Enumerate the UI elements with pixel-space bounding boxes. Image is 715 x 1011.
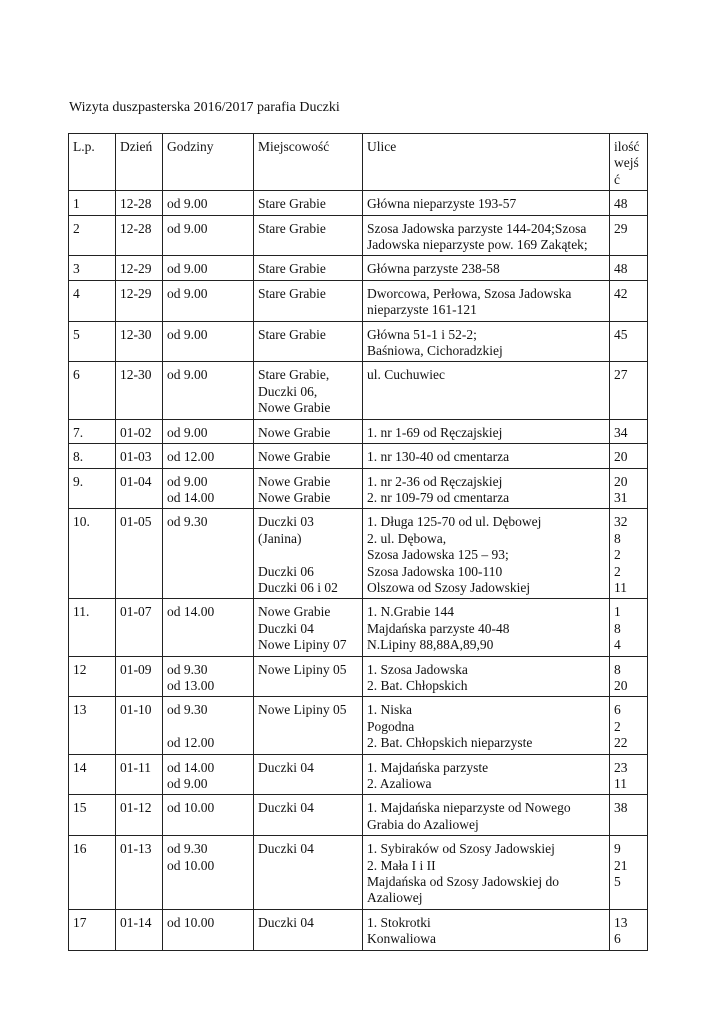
cell-godziny-line: od 9.30: [167, 841, 208, 857]
cell-godziny: [163, 215, 254, 256]
cell-ulice-line: 2. Mała I i II: [367, 857, 436, 873]
cell-ulice-line: Grabia do Azaliowej: [367, 816, 479, 832]
cell-ilosc-line: 38: [614, 800, 628, 816]
table-row: [69, 909, 648, 950]
cell-godziny-line: od 10.00: [167, 800, 215, 816]
cell-ulice-line: Olszowa od Szosy Jadowskiej: [367, 579, 531, 595]
cell-ilosc-line: 20: [614, 677, 628, 693]
cell-godziny: [163, 599, 254, 656]
cell-ulice-line: 1. Długa 125-70 od ul. Dębowej: [367, 514, 542, 530]
cell-godziny-line: od 9.00: [167, 285, 208, 301]
cell-ulice: [363, 656, 610, 697]
cell-ilosc: [610, 215, 648, 256]
cell-dzien: 01-04: [116, 468, 163, 509]
table-row: [69, 754, 648, 795]
cell-ulice-line: Majdańska parzyste 40-48: [367, 620, 510, 636]
header-ilosc-line: ć: [614, 171, 620, 187]
cell-miejscowosc-line: Duczki 04: [258, 620, 314, 636]
cell-ilosc: [610, 509, 648, 599]
table-row: [69, 444, 648, 468]
cell-miejscowosc-line: Nowe Grabie: [258, 473, 331, 489]
header-miejscowosc: Miejscowość: [254, 134, 363, 191]
cell-godziny: [163, 256, 254, 280]
cell-ilosc-line: 2: [614, 563, 621, 579]
table-row: [69, 280, 648, 321]
cell-ilosc: [610, 754, 648, 795]
cell-ulice: [363, 836, 610, 910]
cell-ilosc: [610, 656, 648, 697]
cell-miejscowosc: [254, 362, 363, 419]
table-row: [69, 697, 648, 754]
cell-miejscowosc-line: Stare Grabie,: [258, 367, 330, 383]
cell-miejscowosc-line: Nowe Grabie: [258, 449, 331, 465]
cell-ulice-line: Azaliowej: [367, 890, 423, 906]
cell-ilosc: [610, 444, 648, 468]
cell-miejscowosc: [254, 697, 363, 754]
table-row: [69, 362, 648, 419]
cell-ilosc: [610, 362, 648, 419]
cell-ulice-line: Szosa Jadowska 100-110: [367, 563, 503, 579]
cell-dzien: 01-11: [116, 754, 163, 795]
cell-ilosc: [610, 599, 648, 656]
cell-godziny-line: od 9.00: [167, 424, 208, 440]
cell-ilosc-line: 31: [614, 489, 628, 505]
table-row: [69, 419, 648, 443]
cell-ulice-line: 1. N.Grabie 144: [367, 604, 454, 620]
cell-ulice: [363, 362, 610, 419]
table-row: [69, 321, 648, 362]
cell-godziny-line: od 14.00: [167, 604, 215, 620]
header-ulice: Ulice: [363, 134, 610, 191]
cell-lp: 17: [69, 909, 116, 950]
cell-ulice-line: Majdańska od Szosy Jadowskiej do: [367, 874, 559, 890]
cell-ilosc: [610, 836, 648, 910]
cell-ilosc-line: 6: [614, 931, 621, 947]
header-row: [69, 134, 648, 191]
cell-ulice-line: Główna nieparzyste 193-57: [367, 196, 517, 212]
cell-ulice: [363, 909, 610, 950]
cell-lp: 12: [69, 656, 116, 697]
cell-miejscowosc-line: Stare Grabie: [258, 285, 326, 301]
cell-ilosc-line: 11: [614, 776, 627, 791]
cell-ulice-line: Główna parzyste 238-58: [367, 261, 500, 277]
cell-miejscowosc-line: Duczki 04: [258, 914, 314, 930]
cell-miejscowosc: [254, 909, 363, 950]
cell-godziny: [163, 656, 254, 697]
cell-godziny-line: od 12.00: [167, 735, 215, 751]
cell-ilosc-line: 2: [614, 547, 621, 563]
cell-ulice: [363, 795, 610, 836]
cell-ulice-line: 1. Majdańska nieparzyste od Nowego: [367, 800, 571, 816]
cell-miejscowosc: [254, 215, 363, 256]
cell-dzien: 12-30: [116, 362, 163, 419]
cell-miejscowosc: [254, 256, 363, 280]
cell-miejscowosc-line: Nowe Lipiny 05: [258, 702, 347, 718]
visit-schedule-table: [68, 133, 648, 951]
cell-miejscowosc: [254, 795, 363, 836]
cell-dzien: 01-03: [116, 444, 163, 468]
cell-ulice-line: Baśniowa, Cichoradzkiej: [367, 343, 503, 359]
cell-dzien: 12-29: [116, 256, 163, 280]
cell-dzien: 12-29: [116, 280, 163, 321]
table-row: [69, 191, 648, 215]
table-row: [69, 509, 648, 599]
cell-lp: 5: [69, 321, 116, 362]
cell-miejscowosc-line: Stare Grabie: [258, 220, 326, 236]
table-row: [69, 468, 648, 509]
cell-ulice-line: ul. Cuchuwiec: [367, 367, 445, 383]
cell-ulice-line: Dworcowa, Perłowa, Szosa Jadowska: [367, 285, 572, 301]
cell-lp: 2: [69, 215, 116, 256]
cell-ilosc: [610, 468, 648, 509]
cell-lp: 4: [69, 280, 116, 321]
cell-miejscowosc-line: Duczki 04: [258, 841, 314, 857]
cell-ulice-line: 1. Niska: [367, 702, 412, 718]
cell-godziny-line: od 12.00: [167, 449, 215, 465]
cell-godziny-line: od 9.00: [167, 196, 208, 212]
header-godziny: Godziny: [163, 134, 254, 191]
table-row: [69, 599, 648, 656]
cell-lp: 6: [69, 362, 116, 419]
cell-ulice-line: 1. Majdańska parzyste: [367, 759, 489, 775]
cell-miejscowosc-line: Nowe Grabie: [258, 400, 331, 416]
cell-miejscowosc-line: Nowe Grabie: [258, 489, 331, 505]
cell-lp: 7.: [69, 419, 116, 443]
cell-ilosc: [610, 321, 648, 362]
cell-ilosc-line: 8: [614, 530, 621, 546]
cell-ulice-line: 1. nr 130-40 od cmentarza: [367, 449, 510, 465]
cell-dzien: 01-13: [116, 836, 163, 910]
cell-lp: 14: [69, 754, 116, 795]
table-row: [69, 836, 648, 910]
cell-miejscowosc: [254, 468, 363, 509]
cell-miejscowosc-line: Duczki 04: [258, 759, 314, 775]
cell-miejscowosc-line: Duczki 06,: [258, 383, 318, 399]
cell-ilosc-line: 23: [614, 759, 628, 775]
cell-godziny: [163, 321, 254, 362]
cell-ilosc-line: 8: [614, 661, 621, 677]
cell-miejscowosc-line: Duczki 04: [258, 800, 314, 816]
cell-godziny-line: od 14.00: [167, 759, 215, 775]
cell-godziny-line: od 13.00: [167, 677, 215, 693]
cell-ilosc-line: 1: [614, 604, 621, 620]
cell-godziny-line: od 9.30: [167, 661, 208, 677]
cell-ulice-line: Konwaliowa: [367, 931, 436, 947]
cell-godziny-line: od 9.30: [167, 514, 208, 530]
cell-ulice-line: 1. Sybiraków od Szosy Jadowskiej: [367, 841, 555, 857]
cell-miejscowosc: [254, 419, 363, 443]
cell-godziny-line: od 9.00: [167, 220, 208, 236]
cell-ilosc-line: 20: [614, 473, 628, 489]
cell-ilosc-line: 20: [614, 449, 628, 465]
table-row: [69, 215, 648, 256]
cell-ulice-line: N.Lipiny 88,88A,89,90: [367, 637, 494, 653]
cell-ulice: [363, 280, 610, 321]
cell-ilosc-line: 48: [614, 196, 628, 212]
cell-ulice-line: Szosa Jadowska parzyste 144-204;Szosa: [367, 220, 587, 236]
cell-dzien: 01-12: [116, 795, 163, 836]
cell-dzien: 12-28: [116, 191, 163, 215]
cell-ulice: [363, 697, 610, 754]
cell-godziny: [163, 509, 254, 599]
cell-ulice-line: 2. ul. Dębowa,: [367, 530, 447, 546]
cell-lp: 1: [69, 191, 116, 215]
cell-miejscowosc: [254, 191, 363, 215]
cell-miejscowosc-line: Stare Grabie: [258, 261, 326, 277]
cell-dzien: 01-09: [116, 656, 163, 697]
cell-dzien: 01-10: [116, 697, 163, 754]
cell-miejscowosc-line: Stare Grabie: [258, 326, 326, 342]
header-ilosc: [610, 134, 648, 191]
cell-ulice-line: 1. nr 1-69 od Ręczajskiej: [367, 424, 503, 440]
cell-miejscowosc: [254, 599, 363, 656]
cell-godziny-line: od 9.00: [167, 326, 208, 342]
cell-dzien: 01-05: [116, 509, 163, 599]
cell-godziny: [163, 191, 254, 215]
cell-lp: 16: [69, 836, 116, 910]
cell-dzien: 01-07: [116, 599, 163, 656]
cell-miejscowosc: [254, 656, 363, 697]
cell-ulice: [363, 215, 610, 256]
cell-ilosc-line: 11: [614, 579, 627, 595]
cell-lp: 3: [69, 256, 116, 280]
cell-ilosc: [610, 419, 648, 443]
header-dzien: Dzień: [116, 134, 163, 191]
cell-ilosc: [610, 795, 648, 836]
cell-dzien: 12-30: [116, 321, 163, 362]
table-row: [69, 656, 648, 697]
cell-ilosc-line: 6: [614, 702, 621, 718]
cell-ulice-line: Szosa Jadowska 125 – 93;: [367, 547, 509, 563]
table-row: [69, 795, 648, 836]
cell-ilosc-line: 8: [614, 620, 621, 636]
cell-lp: 10.: [69, 509, 116, 599]
cell-ilosc: [610, 191, 648, 215]
cell-ilosc-line: 48: [614, 261, 628, 277]
cell-miejscowosc: [254, 836, 363, 910]
cell-ulice: [363, 321, 610, 362]
cell-godziny-line: od 9.00: [167, 367, 208, 383]
cell-godziny: [163, 795, 254, 836]
cell-godziny: [163, 909, 254, 950]
cell-ilosc-line: 13: [614, 914, 628, 930]
cell-ulice-line: 1. Stokrotki: [367, 914, 431, 930]
cell-miejscowosc: [254, 444, 363, 468]
cell-godziny-line: od 9.00: [167, 473, 208, 489]
cell-ulice-line: Główna 51-1 i 52-2;: [367, 326, 477, 342]
cell-miejscowosc: [254, 754, 363, 795]
cell-miejscowosc-line: (Janina): [258, 530, 302, 546]
cell-miejscowosc-line: Nowe Grabie: [258, 604, 331, 620]
cell-miejscowosc-line: Duczki 06: [258, 563, 314, 579]
cell-lp: 9.: [69, 468, 116, 509]
cell-ilosc-line: 21: [614, 857, 628, 873]
cell-ulice: [363, 419, 610, 443]
cell-ilosc-line: 22: [614, 735, 628, 751]
cell-ulice-line: 2. nr 109-79 od cmentarza: [367, 489, 510, 505]
cell-godziny-line: [167, 719, 250, 735]
cell-lp: 8.: [69, 444, 116, 468]
cell-ulice: [363, 444, 610, 468]
cell-ulice-line: 2. Bat. Chłopskich: [367, 677, 468, 693]
cell-miejscowosc-line: [258, 547, 359, 563]
cell-ulice: [363, 754, 610, 795]
cell-miejscowosc-line: Nowe Grabie: [258, 424, 331, 440]
cell-godziny: [163, 754, 254, 795]
cell-ulice-line: Jadowska nieparzyste pow. 169 Zakątek;: [367, 237, 588, 253]
cell-ilosc-line: 27: [614, 367, 628, 383]
cell-ilosc: [610, 909, 648, 950]
cell-ilosc-line: 4: [614, 637, 621, 653]
header-ilosc-line: ilość: [614, 139, 640, 154]
header-ilosc-line: wejś: [614, 155, 639, 171]
cell-ilosc: [610, 256, 648, 280]
cell-ulice: [363, 256, 610, 280]
cell-miejscowosc: [254, 321, 363, 362]
cell-godziny-line: od 10.00: [167, 857, 215, 873]
cell-lp: 15: [69, 795, 116, 836]
cell-ilosc-line: 32: [614, 514, 628, 530]
cell-miejscowosc-line: Stare Grabie: [258, 196, 326, 212]
cell-miejscowosc-line: Duczki 06 i 02: [258, 579, 338, 595]
cell-godziny-line: od 10.00: [167, 914, 215, 930]
cell-ilosc-line: 29: [614, 220, 628, 236]
cell-ulice-line: Pogodna: [367, 718, 415, 734]
cell-miejscowosc-line: Nowe Lipiny 05: [258, 661, 347, 677]
cell-godziny: [163, 468, 254, 509]
cell-ulice-line: nieparzyste 161-121: [367, 302, 477, 318]
cell-ilosc-line: 42: [614, 285, 628, 301]
cell-ilosc-line: 2: [614, 718, 621, 734]
cell-ilosc-line: 45: [614, 326, 628, 342]
cell-godziny: [163, 444, 254, 468]
cell-lp: 13: [69, 697, 116, 754]
cell-godziny: [163, 280, 254, 321]
cell-dzien: 01-14: [116, 909, 163, 950]
cell-godziny-line: od 14.00: [167, 489, 215, 505]
cell-ilosc-line: 9: [614, 841, 621, 857]
header-lp: L.p.: [69, 134, 116, 191]
cell-miejscowosc-line: Duczki 03: [258, 514, 314, 530]
document-title: Wizyta duszpasterska 2016/2017 parafia Duczki: [69, 100, 340, 115]
cell-godziny: [163, 697, 254, 754]
cell-ilosc: [610, 280, 648, 321]
cell-ulice-line: 2. Azaliowa: [367, 776, 432, 791]
cell-dzien: 12-28: [116, 215, 163, 256]
cell-ilosc-line: 5: [614, 874, 621, 890]
cell-ulice: [363, 191, 610, 215]
cell-ulice: [363, 468, 610, 509]
cell-miejscowosc-line: Nowe Lipiny 07: [258, 637, 347, 653]
cell-godziny: [163, 836, 254, 910]
cell-godziny-line: od 9.30: [167, 702, 208, 718]
cell-ilosc-line: 34: [614, 424, 628, 440]
cell-ilosc: [610, 697, 648, 754]
cell-miejscowosc: [254, 509, 363, 599]
cell-lp: 11.: [69, 599, 116, 656]
table-row: [69, 256, 648, 280]
cell-godziny-line: od 9.00: [167, 261, 208, 277]
cell-godziny: [163, 362, 254, 419]
cell-ulice-line: 1. Szosa Jadowska: [367, 661, 468, 677]
cell-ulice-line: 1. nr 2-36 od Ręczajskiej: [367, 473, 503, 489]
cell-ulice: [363, 599, 610, 656]
cell-godziny: [163, 419, 254, 443]
cell-miejscowosc: [254, 280, 363, 321]
cell-ulice-line: 2. Bat. Chłopskich nieparzyste: [367, 735, 533, 751]
cell-dzien: 01-02: [116, 419, 163, 443]
cell-ulice: [363, 509, 610, 599]
cell-godziny-line: od 9.00: [167, 776, 208, 791]
